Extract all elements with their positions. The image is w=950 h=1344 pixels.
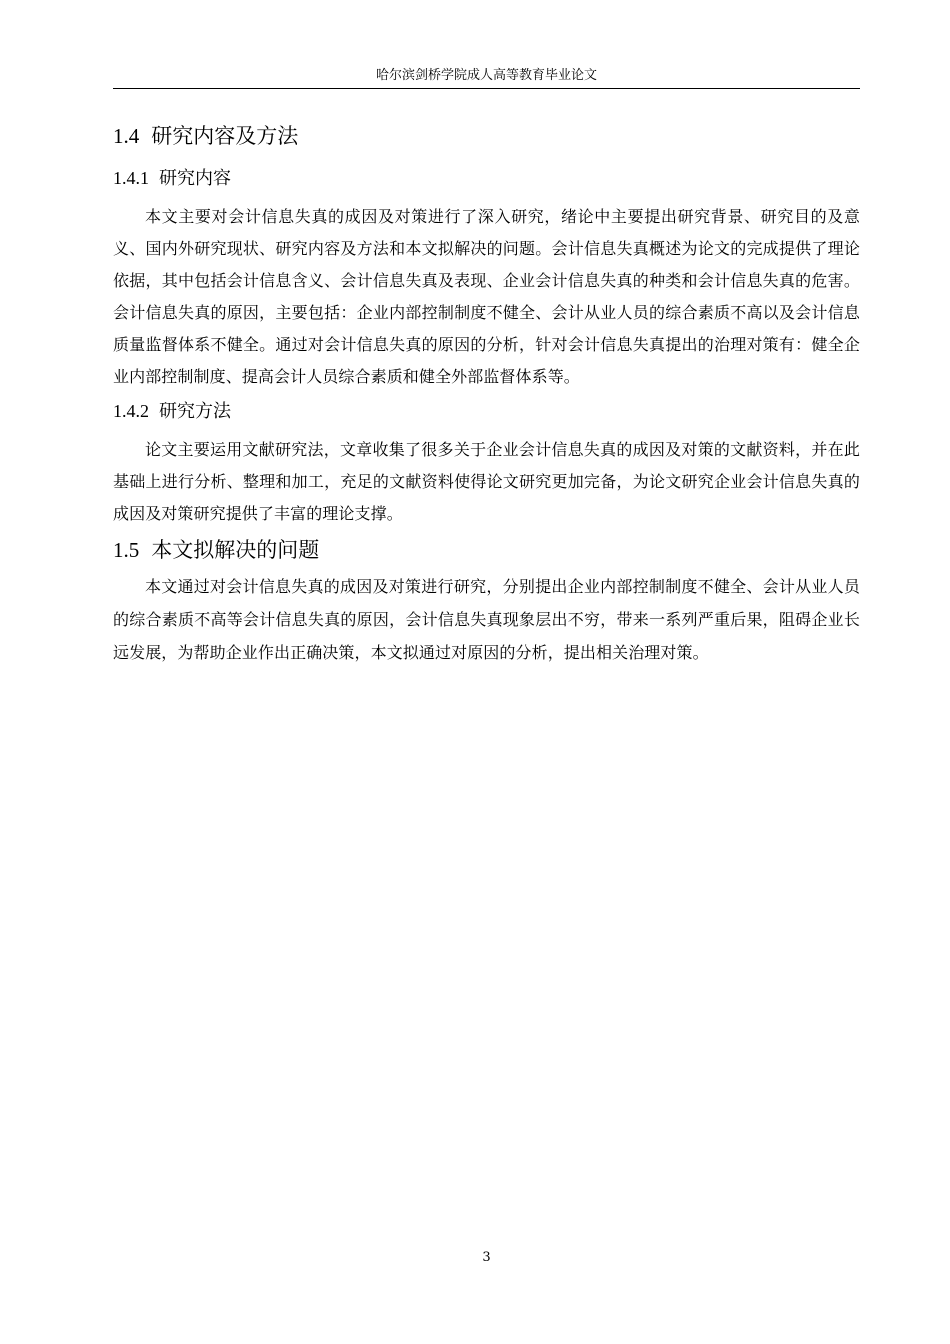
subsection-number: 1.4.1 [113,168,149,188]
section-heading-1-4 [113,118,860,154]
subsection-title: 研究方法 [159,401,231,422]
section-heading-1-5 [113,532,860,568]
running-header: 哈尔滨剑桥学院成人高等教育毕业论文 [375,68,597,83]
section-title: 研究内容及方法 [151,124,299,148]
page-content [113,118,860,669]
section-number: 1.4 [113,124,140,148]
subsection-heading-1-4-2 [113,395,860,428]
paragraph-research-method: 论文主要运用文献研究法，文章收集了很多关于企业会计信息失真的成因及对策的文献资料，并在此基础上进行分析、整理和加工，充足的文献资料使得论文研究更加完备，为论文研究企业会计信息失真的成因及对策研究提供了丰富的理论支撑。 [113,440,860,523]
subsection-heading-1-4-1 [113,162,860,195]
paragraph-problems-to-solve: 本文通过对会计信息失真的成因及对策进行研究，分别提出企业内部控制制度不健全、会计从业人员的综合素质不高等会计信息失真的原因，会计信息失真现象层出不穷，带来一系列严重后果，阻碍企业长远发展，为帮助企业作出正确决策，本文拟通过对原因的分析，提出相关治理对策。 [113,577,860,662]
section-number: 1.5 [113,538,140,562]
page-number: 3 [482,1250,491,1265]
subsection-number: 1.4.2 [113,401,149,421]
paragraph-research-content: 本文主要对会计信息失真的成因及对策进行了深入研究，绪论中主要提出研究背景、研究目的及意义、国内外研究现状、研究内容及方法和本文拟解决的问题。会计信息失真概述为论文的完成提供了理论依据，其中包括会计信息含义、会计信息失真及表现、企业会计信息失真的种类和会计信息失真的危害。会计信息失真的原因，主要包括：企业内部控制制度不健全、会计从业人员的综合素质不高以及会计信息质量监督体系不健全。通过对会计信息失真的原因的分析，针对会计信息失真提出的治理对策有：健全企业内部控制制度、提高会计人员综合素质和健全外部监督体系等。 [113,207,860,386]
header-rule [113,88,860,89]
section-title: 本文拟解决的问题 [151,538,320,562]
subsection-title: 研究内容 [159,168,231,189]
